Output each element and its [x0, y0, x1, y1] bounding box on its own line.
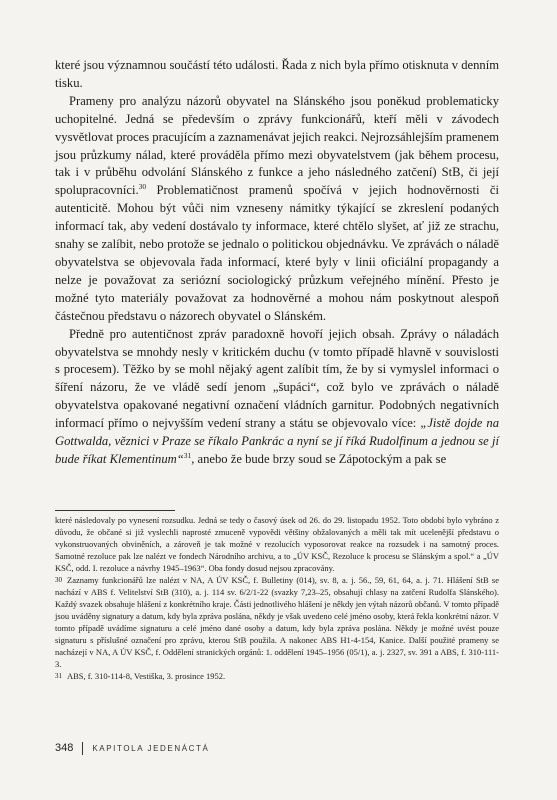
paragraph-text: Prameny pro analýzu názorů obyvatel na Slánského jsou poněkud problematicky uchopitelné. Jedná se především o zprávy funkcionářů, kteří měli v závodech vysvětlovat proces pracujícím a zaznamenávat jejich reakci. Nejrozsáhlejším pramenem jsou průzkumy nálad, které prováděla přímo mezi obyvatelstvem (jak během procesu, tak i v průběhu odvolání Slánského z funkce a jeho následného zatčení) StB, či její spolupracovníci.	[55, 93, 499, 198]
paragraph-continuation	[55, 57, 499, 93]
page-footer	[55, 741, 209, 755]
paragraph-text: Předně pro autentičnost zpráv paradoxně hovoří jejich obsah. Zprávy o náladách obyvatelstva se mnohdy nesly v kritickém duchu (v tomto případě hlavně v souvislosti s procesem). Těžko by se mohl nějaký agent zalíbit tím, že by si vymyslel informaci o šíření názoru, že ve vládě sedí jenom „šupáci“, což bylo ve zprávách o náladě obyvatelstva opakované negativní označení vládních garnitur. Podobných negativních informací přímo o nejvyšším vedení strany a státu se objevovalo více:	[55, 326, 499, 431]
footnote-31	[55, 670, 499, 682]
paragraph-text: , anebo že bude brzy soud se Zápotockým a pak se	[191, 451, 447, 466]
paragraph-text: Problematičnost pramenů spočívá v jejich hodnověrnosti či autenticitě. Mohou být vůči nim vzneseny námitky týkající se zkreslení podaných informací tak, aby vedení dostávalo ty informace, které chtělo slyšet, ať již ze strachu, snahy se zalíbit, nebo protože se jednalo o politickou objednávku. Ve zprávách o náladě obyvatelstva se objevovala řada informací, které byly v linii oficiální propagandy a nelze je považovat za seriózní sociologický průzkum veřejného mínění. Přesto je možné tyto materiály považovat za hodnověrné a mohou nám poskytnout alespoň částečnou představu o názorech obyvatel o Slánském.	[55, 183, 499, 323]
footnote-text: Zaznamy funkcionářů lze nalézt v NA, A ÚV KSČ, f. Bulletiny (014), sv. 8, a. j. 56., 59, 61, 64, a. j. 71. Hlášení StB se nachází v ABS f. Velitelství StB (310), a. j. 114 sv. 6/2/1-22 (svazky 7,23–25, obsahují chlasy na zatčení Rudolfa Slánského). Každý svazek obsahuje hlášení z konkrétního kraje. Části jednotlivého hlášení je někdy jen výtah názorů občanů. V tomto případě jsou uváděny signatury a datum, kdy byla zpráva poslána, někdy je však uvedeno celé jméno osoby, která řekla konkrétní názor. V tomto případě uvádíme signaturu a celé jméno dané osoby a datum, kdy byla zpráva poslána. Někdy je možné uvést pouze signaturu s příslušné označení pro zprávu, kterou StB použila. A nakonec ABS H1-4-154, Kanice. Další použité prameny se nacházejí v NA, A ÚV KSČ, f. Oddělení stranických orgánů: 1. oddělení 1945–1956 (05/1), a. j. 2327, sv. 391 a ABS, f. 310-111-3.	[55, 575, 499, 669]
paragraph-authenticity	[55, 326, 499, 469]
footnote-number: 30	[55, 576, 62, 584]
chapter-title: KAPITOLA JEDENÁCTÁ	[92, 743, 210, 753]
footnote-ref: 31	[183, 450, 192, 460]
page-number: 348	[55, 742, 74, 754]
footer-separator	[82, 742, 83, 755]
footnote-continuation: které následovaly po vynesení rozsudku. Jedná se tedy o časový úsek od 26. do 29. listopadu 1952. Toto období bylo vybráno z důvodu, že občané si již vyslechli naprosté zmuceně vypovědi většiny obžalovaných a měli tak mít ucelenější představu o vykonstruovaných obviněních, a zároveň je tak možné v rezolucích vyposorovat reakce na rozsudek i na samotný proces. Samotné rezoluce pak lze nalézt ve fondech Národního archivu, a to „ÚV KSČ, Rezoluce k procesu se Slánským a spol.“ a „ÚV KSČ, odd. I. rezoluce a návrhy 1945–1963“. Oba fondy dosud nejsou zpracovány.	[55, 515, 499, 573]
footnote-30	[55, 574, 499, 670]
footnotes	[55, 514, 499, 682]
paragraph-text: které jsou významnou součástí této události. Řada z nich byla přímo otisknuta v denním tisku.	[55, 58, 499, 90]
footnote-text: ABS, f. 310-114-8, Vestiška, 3. prosince 1952.	[67, 671, 226, 681]
quotation: „Jistě dojde na Gottwalda, věznici v Praze se říkalo Pankrác a nyní se jí říká Rudolfinum a jednou se jí bude říkat Klementinum“	[55, 416, 500, 466]
footnote-number: 31	[55, 672, 62, 680]
footnote-divider	[55, 510, 175, 511]
paragraph-sources	[55, 93, 499, 326]
footnote-ref: 30	[138, 182, 147, 192]
main-text	[55, 57, 499, 469]
